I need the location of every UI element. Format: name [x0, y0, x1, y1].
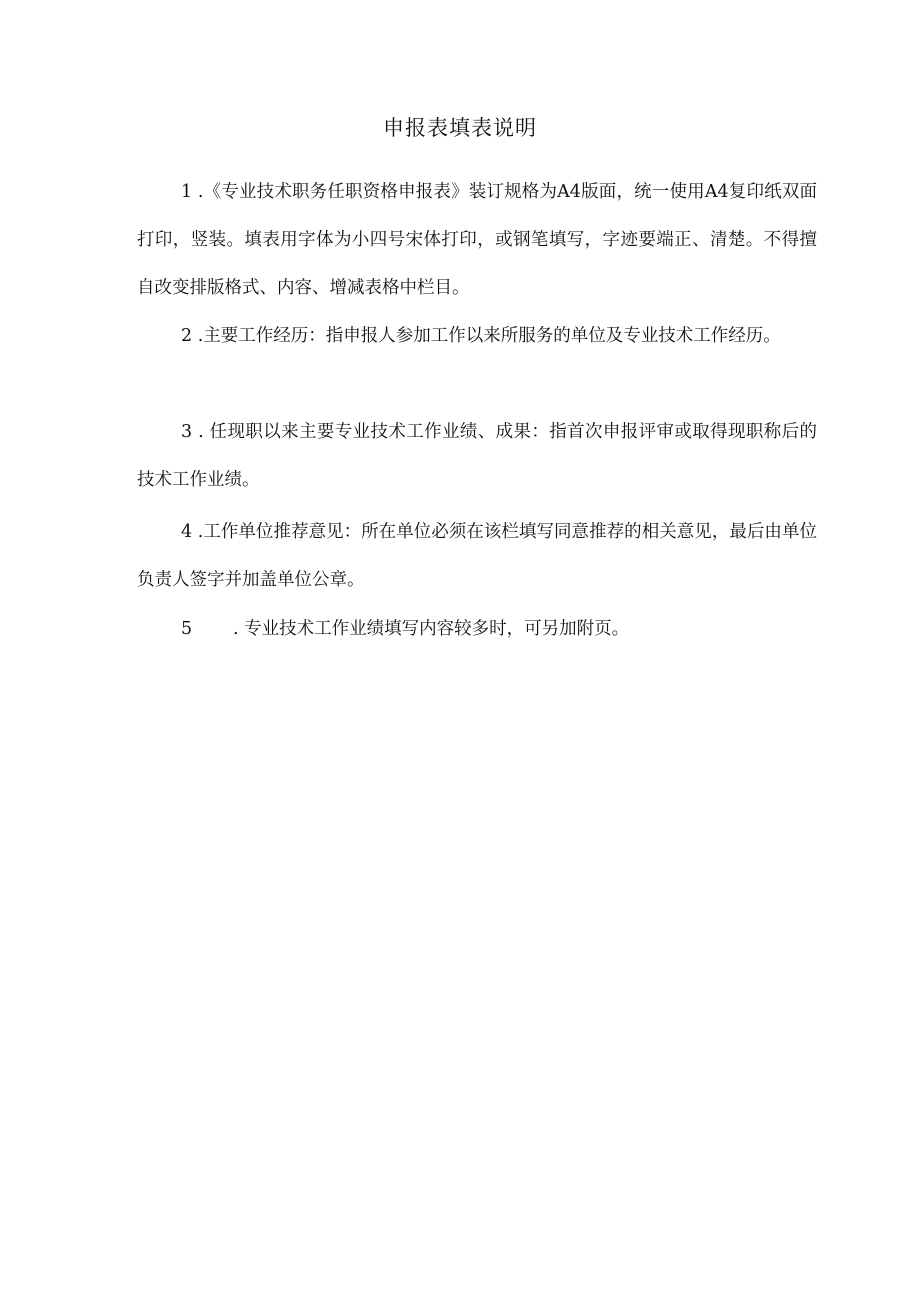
instruction-item-1 — [137, 168, 817, 312]
item-number: 3 — [181, 422, 193, 442]
instruction-item-4 — [137, 508, 817, 604]
item-number: 5 — [181, 619, 193, 639]
item-text: . 专业技术工作业绩填写内容较多时，可另加附页。 — [233, 619, 630, 639]
item-number: 4 — [181, 522, 193, 542]
item-text: .主要工作经历：指申报人参加工作以来所服务的单位及专业技术工作经历。 — [192, 326, 781, 346]
item-text: . 任现职以来主要专业技术工作业绩、成果：指首次申报评审或取得现职称后的技术工作业绩。 — [137, 422, 817, 490]
item-text: .《专业技术职务任职资格申报表》装订规格为A4版面，统一使用A4复印纸双面打印，竖装。填表用字体为小四号宋体打印，或钢笔填写，字迹要端正、清楚。不得擅自改变排版格式、内容、增减表格中栏目。 — [137, 182, 817, 298]
item-number: 1 — [181, 182, 193, 202]
document-title: 申报表填表说明 — [383, 116, 537, 140]
instruction-item-5 — [137, 605, 817, 653]
item-number: 2 — [181, 326, 193, 346]
item-text: .工作单位推荐意见：所在单位必须在该栏填写同意推荐的相关意见，最后由单位负责人签字并加盖单位公章。 — [137, 522, 817, 590]
instruction-item-3 — [137, 408, 817, 504]
instruction-item-2 — [137, 312, 817, 360]
